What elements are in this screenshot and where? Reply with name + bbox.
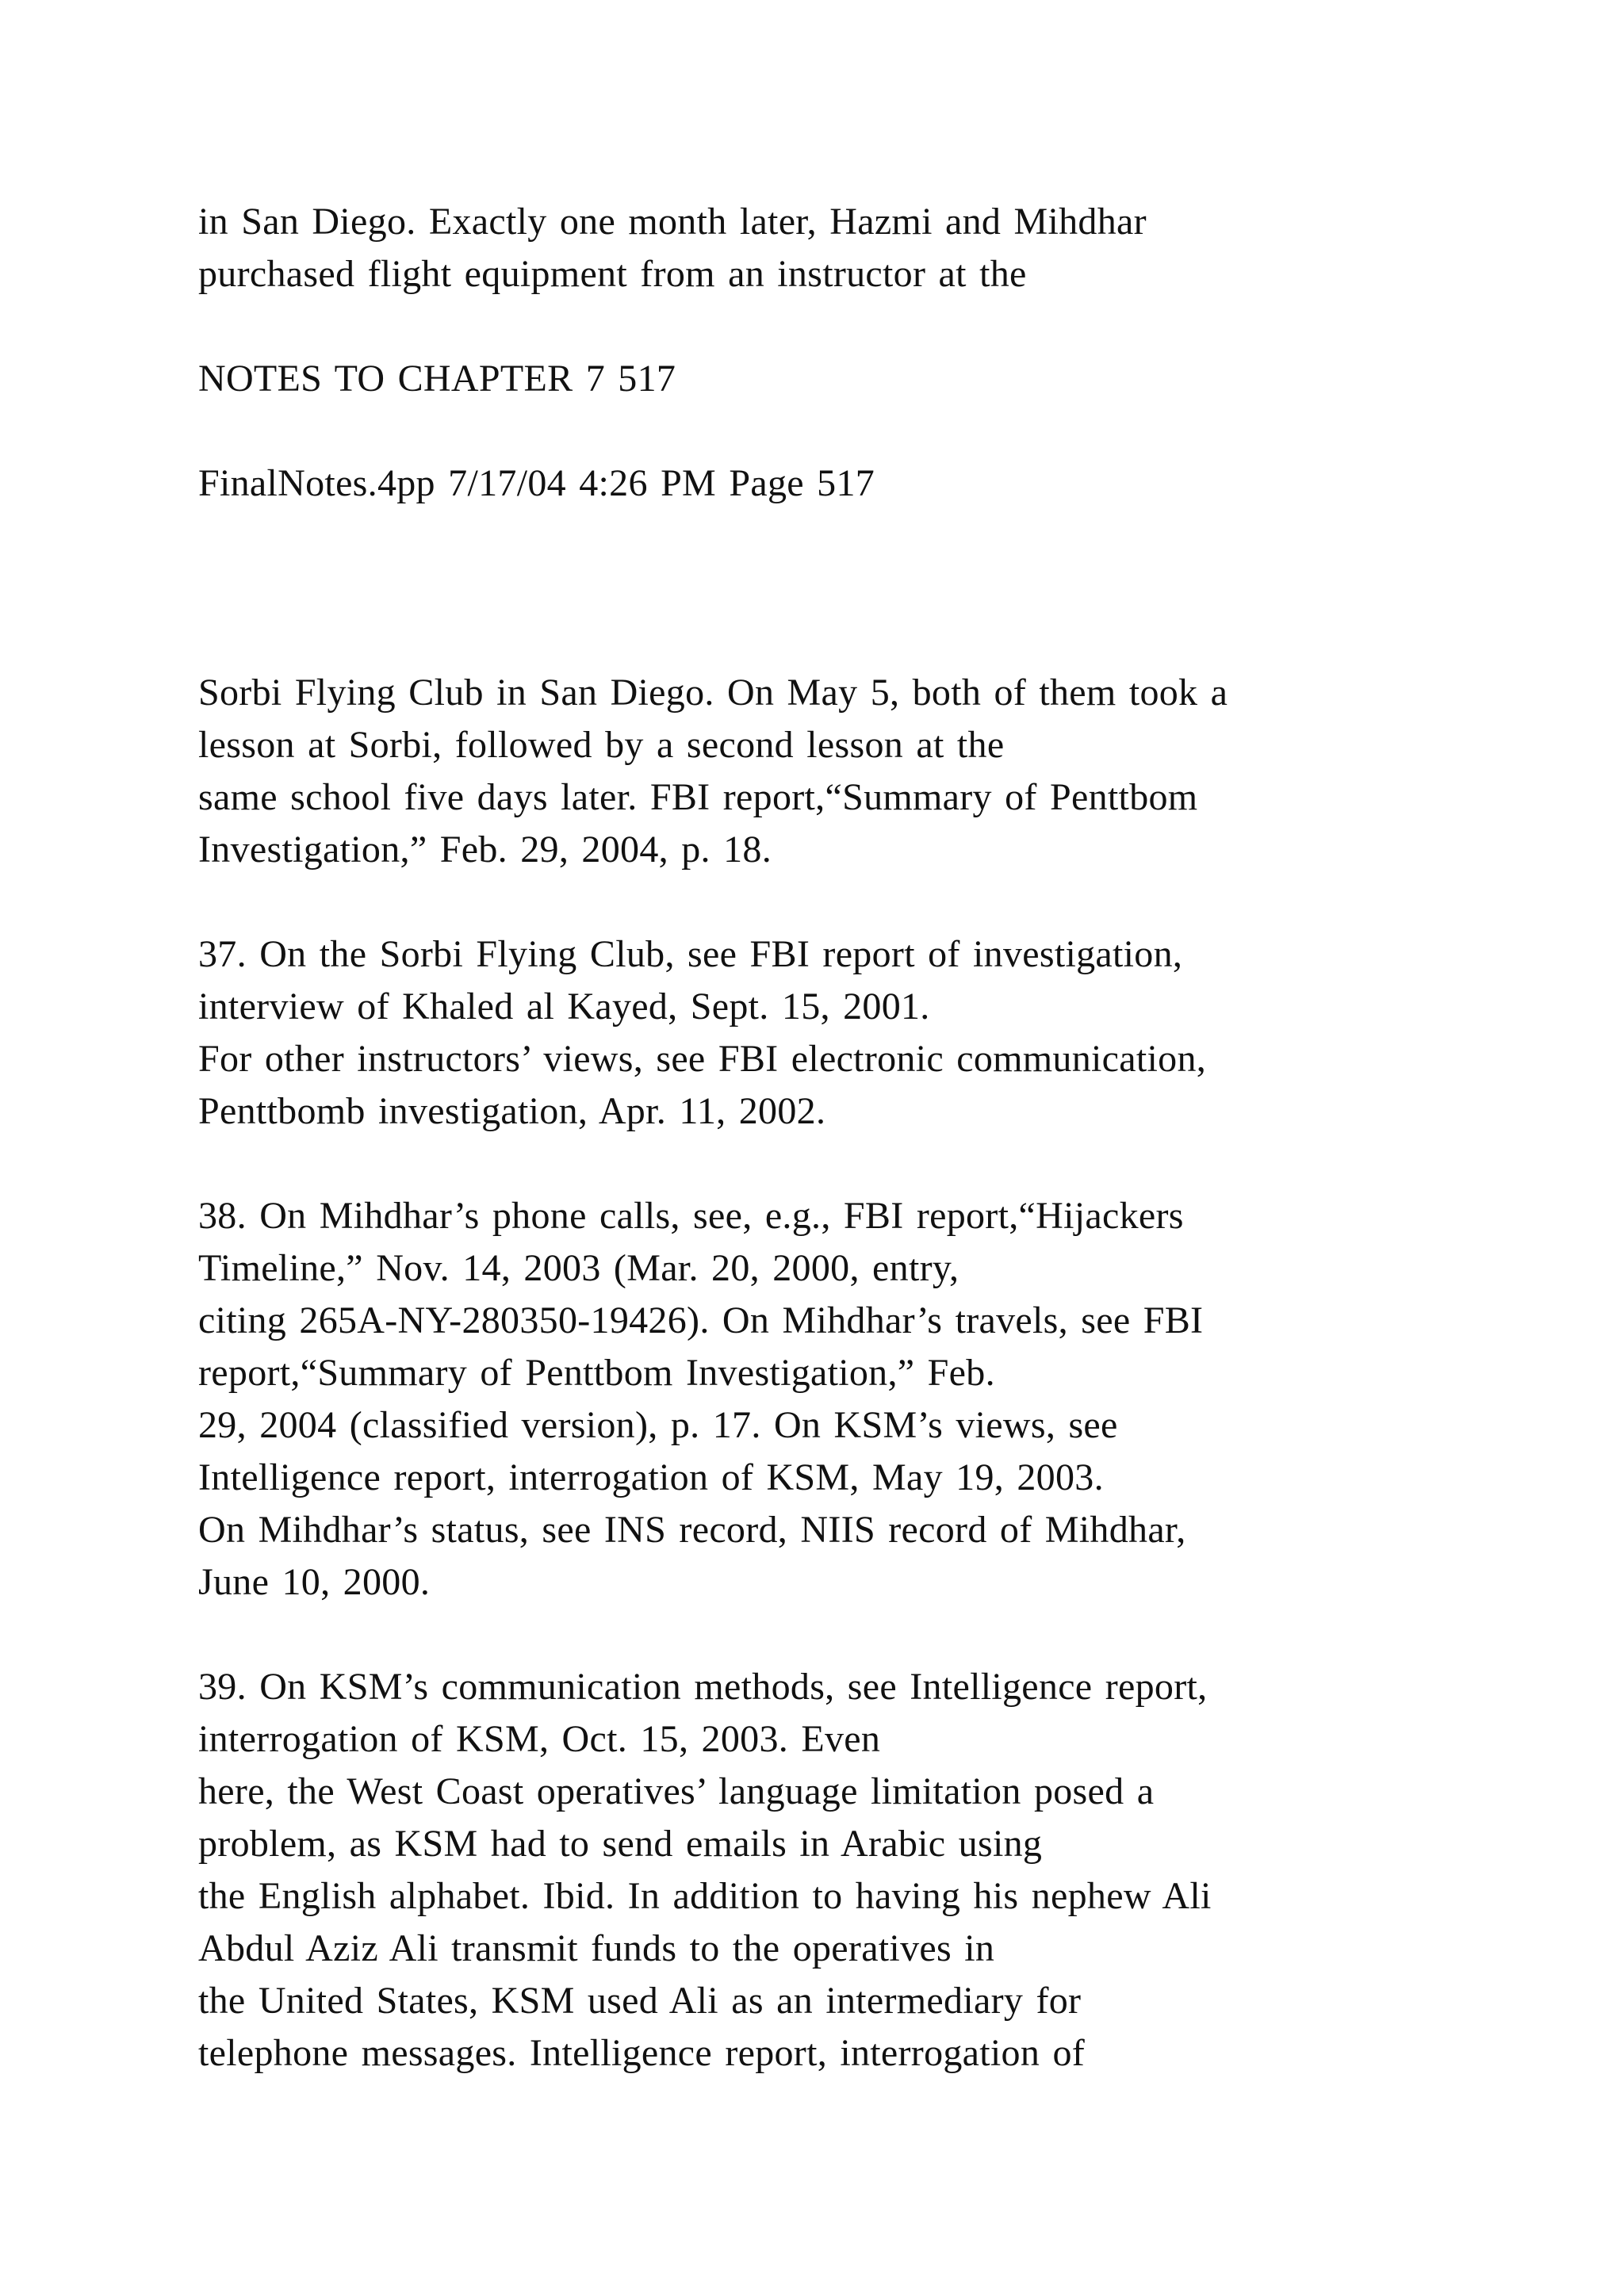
- text-line-1: in San Diego. Exactly one month later, Hazmi and Mihdhar: [198, 201, 1147, 243]
- note-38-line-4: report,“Summary of Penttbom Investigation,” Feb.: [198, 1352, 995, 1394]
- text-line-5: Sorbi Flying Club in San Diego. On May 5, both of them took a: [198, 672, 1228, 714]
- note-37-line-2: interview of Khaled al Kayed, Sept. 15, 2001.: [198, 985, 930, 1027]
- note-39-line-1: 39. On KSM’s communication methods, see Intelligence report,: [198, 1666, 1208, 1708]
- note-39-line-7: the United States, KSM used Ali as an intermediary for: [198, 1980, 1082, 2022]
- note-38-line-2: Timeline,” Nov. 14, 2003 (Mar. 20, 2000, entry,: [198, 1247, 959, 1289]
- text-line-7: same school five days later. FBI report,“Summary of Penttbom: [198, 776, 1198, 818]
- note-37-line-4: Penttbomb investigation, Apr. 11, 2002.: [198, 1090, 826, 1132]
- text-line-2: purchased flight equipment from an instructor at the: [198, 253, 1027, 295]
- note-39-line-2: interrogation of KSM, Oct. 15, 2003. Even: [198, 1718, 881, 1760]
- text-line-8: Investigation,” Feb. 29, 2004, p. 18.: [198, 828, 772, 871]
- note-39-line-3: here, the West Coast operatives’ language limitation posed a: [198, 1770, 1155, 1812]
- note-38-line-6: Intelligence report, interrogation of KSM, May 19, 2003.: [198, 1456, 1104, 1498]
- note-38-line-8: June 10, 2000.: [198, 1561, 431, 1603]
- note-38-line-5: 29, 2004 (classified version), p. 17. On KSM’s views, see: [198, 1404, 1118, 1446]
- note-39-line-5: the English alphabet. Ibid. In addition to having his nephew Ali: [198, 1875, 1212, 1917]
- print-slug: FinalNotes.4pp 7/17/04 4:26 PM Page 517: [198, 462, 875, 504]
- note-39-line-4: problem, as KSM had to send emails in Arabic using: [198, 1823, 1043, 1865]
- note-39-line-8: telephone messages. Intelligence report, interrogation of: [198, 2032, 1086, 2074]
- note-38-line-7: On Mihdhar’s status, see INS record, NIIS record of Mihdhar,: [198, 1509, 1186, 1551]
- note-38-line-1: 38. On Mihdhar’s phone calls, see, e.g., FBI report,“Hijackers: [198, 1195, 1184, 1237]
- note-37-line-1: 37. On the Sorbi Flying Club, see FBI report of investigation,: [198, 933, 1183, 975]
- text-line-6: lesson at Sorbi, followed by a second lesson at the: [198, 724, 1005, 766]
- note-38-line-3: citing 265A-NY-280350-19426). On Mihdhar’s travels, see FBI: [198, 1299, 1204, 1341]
- note-39-line-6: Abdul Aziz Ali transmit funds to the operatives in: [198, 1927, 995, 1969]
- note-37-line-3: For other instructors’ views, see FBI electronic communication,: [198, 1038, 1207, 1080]
- chapter-heading: NOTES TO CHAPTER 7 517: [198, 358, 676, 400]
